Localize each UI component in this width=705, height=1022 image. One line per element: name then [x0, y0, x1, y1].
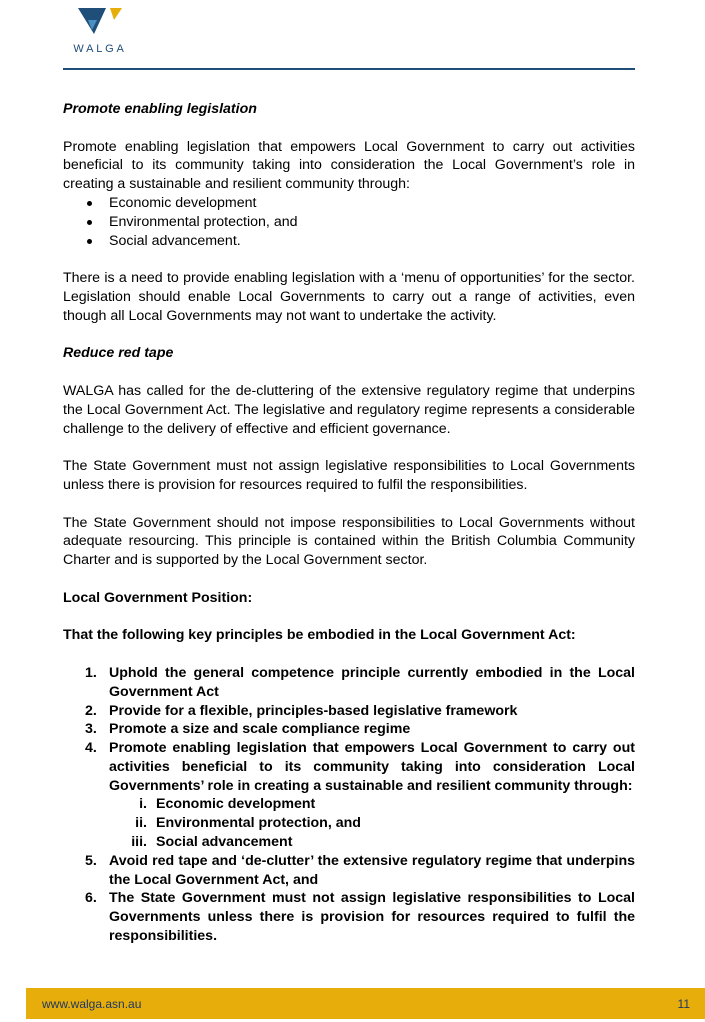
list-item: 1. Uphold the general competence principle currently embodied in the Local Government Act: [85, 664, 635, 700]
list-item: Economic development: [63, 194, 635, 213]
red-tape-paragraph-2: The State Government must not assign legislative responsibilities to Local Governments unless there is provision for resources required to fulfil the responsibilities.: [63, 458, 635, 493]
list-item: 2. Provide for a flexible, principles-based legislative framework: [85, 702, 518, 719]
walga-logo: [64, 6, 136, 60]
header-rule: [63, 68, 635, 70]
list-item: 5. Avoid red tape and ‘de-clutter’ the extensive regulatory regime that underpins the Local Government Act, and: [85, 852, 635, 888]
sub-list-item: ii. Environmental protection, and: [135, 815, 361, 832]
promote-intro: Promote enabling legislation that empowers Local Government to carry out activities beneficial to its community taking into consideration the Local Government’s role in creating a sustainable and resilient community through:: [63, 138, 635, 193]
red-tape-paragraph-1: WALGA has called for the de-cluttering of the extensive regulatory regime that underpins the Local Government Act. The legislative and regulatory regime represents a considerable challenge to the delivery of effective and efficient governance.: [63, 382, 635, 437]
logo-text: WALGA: [73, 43, 127, 55]
position-lead: That the following key principles be embodied in the Local Government Act:: [63, 627, 576, 644]
bullet-icon: [87, 201, 92, 206]
list-item: Environmental protection, and: [63, 213, 635, 232]
footer-url-link[interactable]: www.walga.asn.au: [42, 997, 142, 1011]
logo-gold-shape: [110, 8, 122, 20]
document-body: [63, 100, 635, 946]
footer-bar: [26, 988, 705, 1019]
list-item: 6. The State Government must not assign legislative responsibilities to Local Governments unless there is provision for resources required to fulfil the responsibilities.: [85, 890, 635, 945]
section-heading-red-tape: Reduce red tape: [63, 345, 174, 362]
section-heading-promote: Promote enabling legislation: [63, 101, 257, 117]
red-tape-paragraph-3: The State Government should not impose responsibilities to Local Governments without adequate resourcing. This principle is contained within the British Columbia Community Charter and is supported by the Local Government sector.: [63, 514, 635, 569]
sub-list: [109, 795, 635, 851]
bullet-icon: [87, 220, 92, 225]
list-item: Social advancement.: [63, 232, 635, 251]
walga-logo-icon: [64, 6, 136, 42]
sub-list-item: i. Economic development: [139, 796, 316, 813]
sub-list-item: iii. Social advancement: [131, 834, 293, 851]
bullet-icon: [87, 239, 92, 244]
promote-paragraph-2: There is a need to provide enabling legislation with a ‘menu of opportunities’ for the sector. Legislation should enable Local Governments to carry out a range of activities, even though all Local Governments may not want to undertake the activity.: [63, 270, 635, 324]
page-number: 11: [677, 997, 690, 1011]
section-heading-position: Local Government Position:: [63, 589, 253, 606]
promote-bullet-list: [63, 194, 635, 250]
list-item: 4. Promote enabling legislation that empowers Local Government to carry out activities beneficial to its community taking into consideration Local Governments’ role in creating a sustainable and resilient community through: i. Economic development ii. Environmental protection, and iii. Social advancement: [63, 739, 635, 852]
principles-list: [63, 664, 635, 946]
list-item: 3. Promote a size and scale compliance regime: [85, 721, 411, 738]
